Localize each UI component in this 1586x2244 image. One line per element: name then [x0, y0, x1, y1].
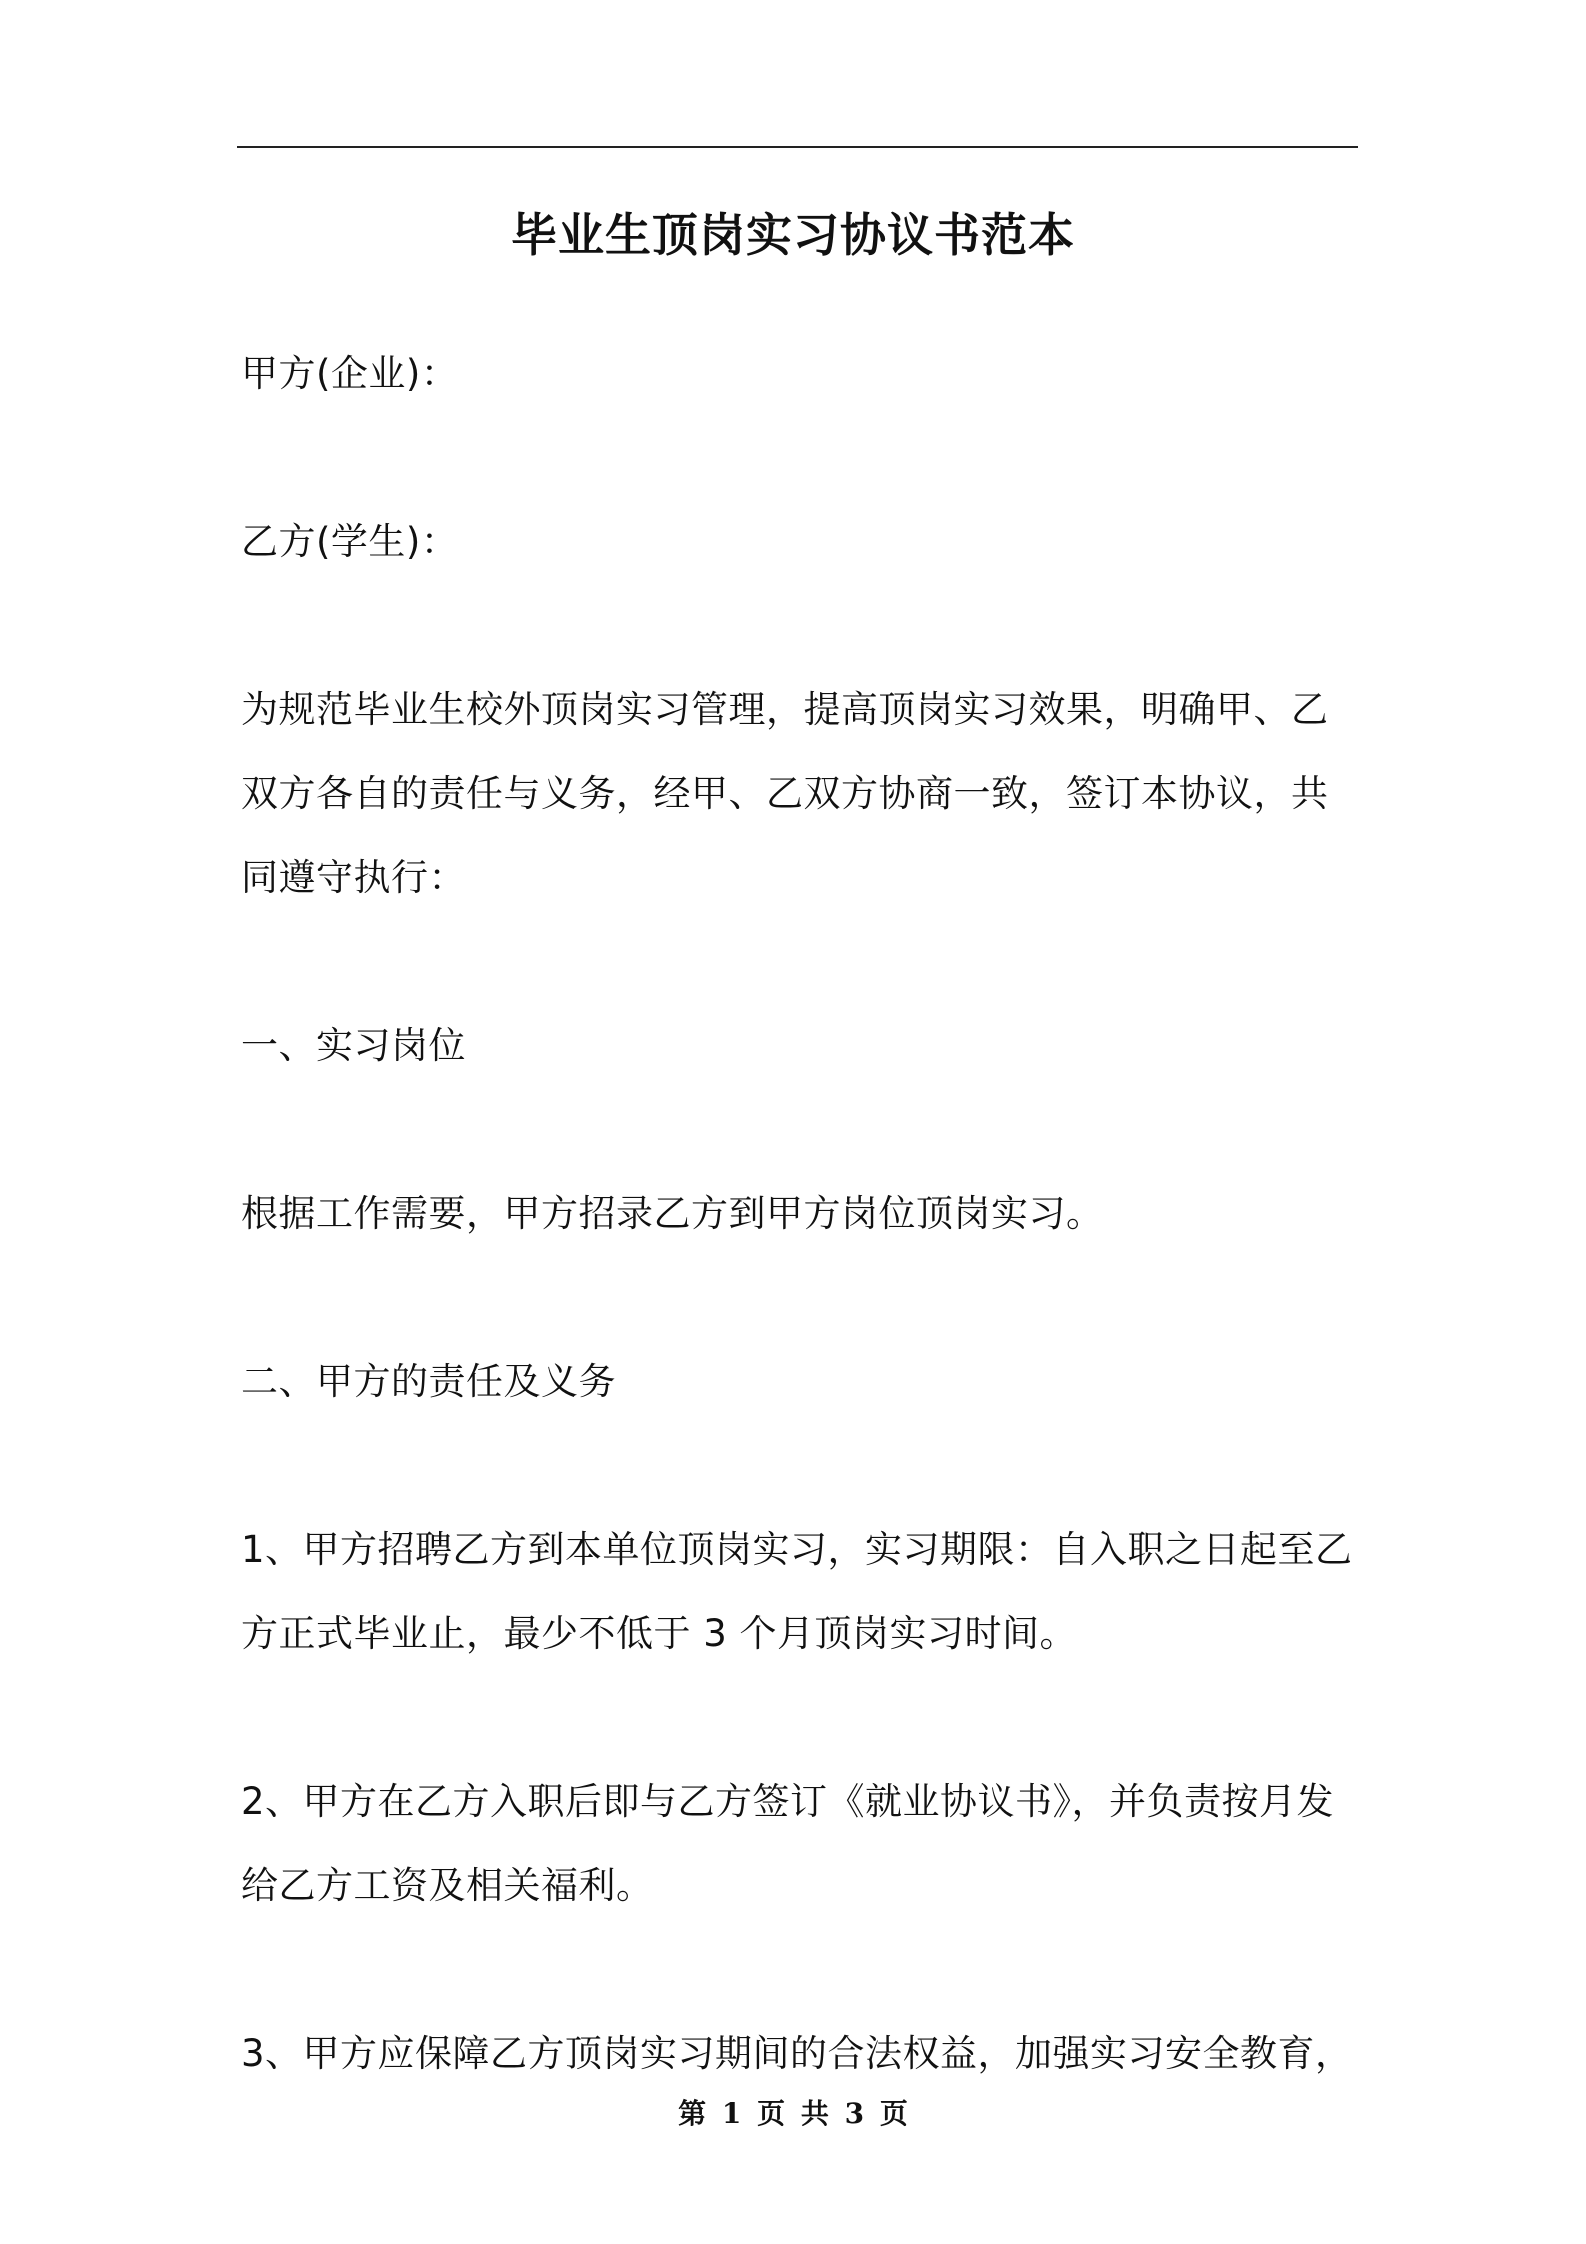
clause-3-paragraph: 3、甲方应保障乙方顶岗实习期间的合法权益，加强实习安全教育，	[241, 2032, 1353, 2075]
party-b-line: 乙方(学生)：	[241, 520, 459, 563]
section-heading-1: 一、实习岗位	[241, 1024, 466, 1067]
document-body	[241, 332, 1359, 2096]
section-heading-2: 二、甲方的责任及义务	[241, 1360, 616, 1403]
page-number-footer: 第 1 页 共 3 页	[678, 2097, 908, 2130]
document-title: 毕业生顶岗实习协议书范本	[511, 208, 1075, 262]
preamble-paragraph: 为规范毕业生校外顶岗实习管理，提高顶岗实习效果，明确甲、乙双方各自的责任与义务，经甲、乙双方协商一致，签订本协议，共同遵守执行：	[241, 688, 1329, 899]
section-1-paragraph: 根据工作需要，甲方招录乙方到甲方岗位顶岗实习。	[241, 1192, 1104, 1235]
clause-2-paragraph: 2、甲方在乙方入职后即与乙方签订《就业协议书》，并负责按月发给乙方工资及相关福利。	[241, 1780, 1335, 1907]
header-rule	[237, 146, 1358, 148]
party-a-line: 甲方(企业)：	[241, 352, 459, 395]
clause-1-paragraph: 1、甲方招聘乙方到本单位顶岗实习，实习期限：自入职之日起至乙方正式毕业止，最少不低于 3 个月顶岗实习时间。	[241, 1528, 1353, 1655]
